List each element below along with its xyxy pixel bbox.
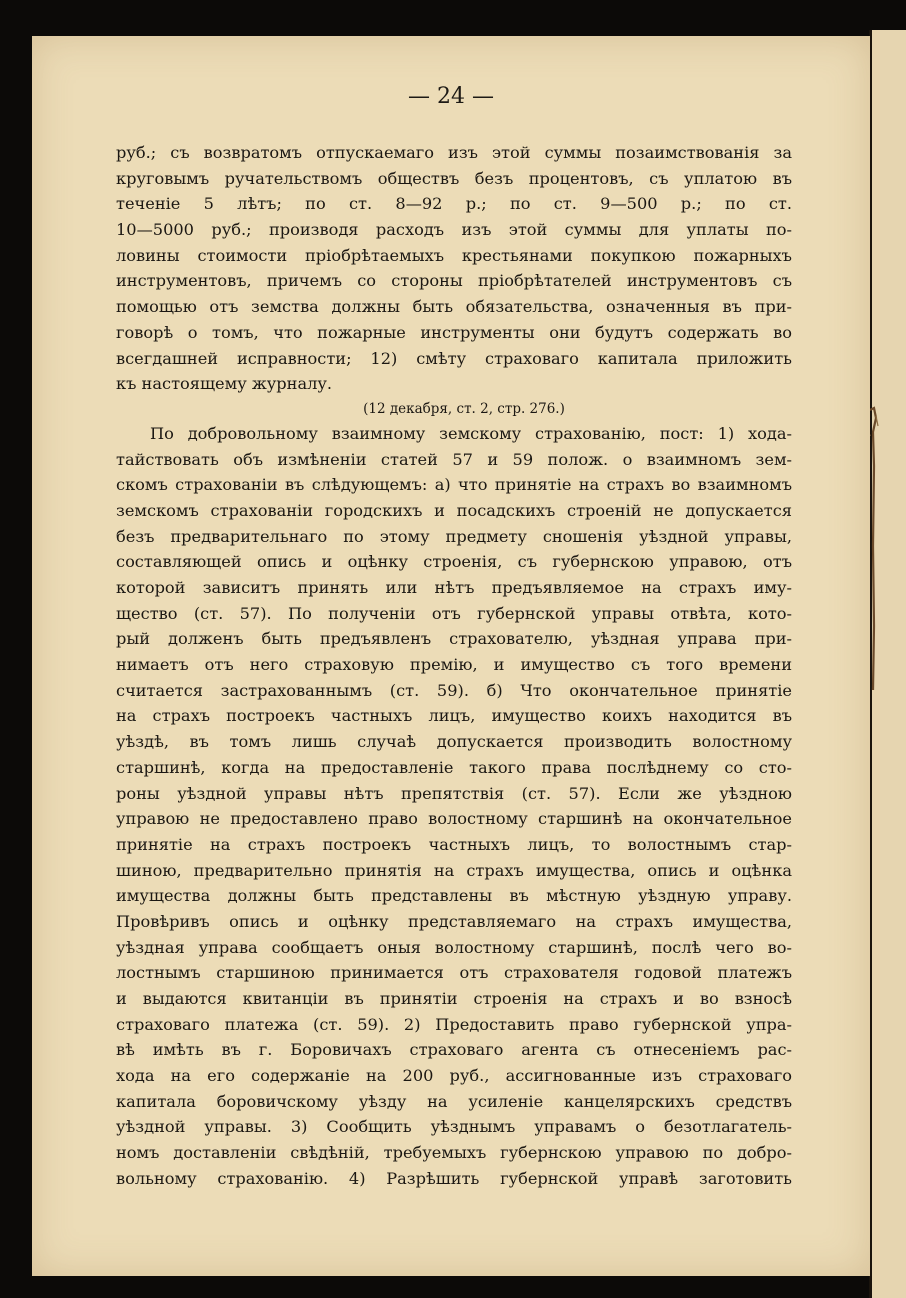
- paragraph-line: управою не предоставлено право волостному старшинѣ на окончательное: [116, 809, 792, 829]
- paragraph-line: скомъ страхованіи въ слѣдующемъ: а) что принятіе на страхъ во взаимномъ: [116, 475, 792, 495]
- paragraph-line: рый долженъ быть предъявленъ страхователю, уѣздная управа при-: [116, 629, 792, 649]
- text-line: всегдашней исправности; 12) смѣту страховаго капитала приложить: [116, 348, 792, 368]
- text-line: ловины стоимости пріобрѣтаемыхъ крестьянами покупкою пожарныхъ: [116, 245, 792, 265]
- paragraph-line: капитала боровичскому уѣзду на усиленіе канцелярскихъ средствъ: [116, 1091, 792, 1111]
- text-line: къ настоящему журналу.: [116, 374, 333, 394]
- paragraph-line: вольному страхованію. 4) Разрѣшить губернской управѣ заготовить: [116, 1168, 792, 1188]
- paragraph-line: нимаетъ отъ него страховую премію, и имущество съ того времени: [116, 655, 792, 675]
- paragraph-line: щество (ст. 57). По полученіи отъ губернской управы отвѣта, кото-: [116, 603, 792, 623]
- paragraph-line: страховаго платежа (ст. 59). 2) Предоставить право губернской упра-: [116, 1014, 792, 1034]
- paragraph-line: По добровольному взаимному земскому страхованію, пост: 1) хода-: [150, 423, 792, 443]
- text-line: говорѣ о томъ, что пожарные инструменты они будутъ содержать во: [116, 322, 792, 342]
- text-line: 10—5000 руб.; производя расходъ изъ этой суммы для уплаты по-: [116, 220, 792, 240]
- paragraph-line: составляющей опись и оцѣнку строенія, съ губернскою управою, отъ: [116, 552, 792, 572]
- document-page: [32, 36, 870, 1276]
- paragraph-line: вѣ имѣть въ г. Боровичахъ страховаго агента съ отнесеніемъ рас-: [116, 1040, 792, 1060]
- paragraph-line: которой зависитъ принять или нѣтъ предъявляемое на страхъ иму-: [116, 578, 792, 597]
- paragraph-line: имущества должны быть представлены въ мѣстную уѣздную управу.: [116, 886, 792, 906]
- page-number: — 24 —: [408, 84, 494, 109]
- text-line: инструментовъ, причемъ со стороны пріобрѣтателей инструментовъ съ: [116, 271, 792, 291]
- paragraph-line: роны уѣздной управы нѣтъ препятствія (ст. 57). Если же уѣздною: [116, 783, 792, 803]
- paragraph-line: принятіе на страхъ построекъ частныхъ лицъ, то волостнымъ стар-: [116, 834, 792, 854]
- paragraph-line: лостнымъ старшиною принимается отъ страхователя годовой платежъ: [116, 963, 792, 983]
- paragraph-line: уѣздной управы. 3) Сообщить уѣзднымъ управамъ о безотлагатель-: [116, 1117, 792, 1137]
- paragraph-line: шиною, предварительно принятія на страхъ имущества, опись и оцѣнка: [116, 860, 792, 880]
- paragraph-line: тайствовать объ измѣненіи статей 57 и 59 полож. о взаимномъ зем-: [116, 449, 792, 469]
- paragraph-line: земскомъ страхованіи городскихъ и посадскихъ строеній не допускается: [116, 500, 792, 520]
- paragraph-line: старшинѣ, когда на предоставленіе такого права послѣднему со сто-: [116, 757, 792, 777]
- paragraph-line: номъ доставленіи свѣдѣній, требуемыхъ губернскою управою по добро-: [116, 1143, 792, 1163]
- text-line: помощью отъ земства должны быть обязательства, означенныя въ при-: [116, 297, 792, 317]
- page-body: [116, 140, 792, 1192]
- paragraph-line: считается застрахованнымъ (ст. 59). б) Что окончательное принятіе: [116, 680, 792, 700]
- citation: (12 декабря, ст. 2, стр. 276.): [363, 400, 565, 417]
- paragraph-line: уѣздная управа сообщаетъ оныя волостному старшинѣ, послѣ чего во-: [116, 937, 792, 957]
- paragraph-line: хода на его содержаніе на 200 руб., ассигнованные изъ страховаго: [116, 1066, 792, 1086]
- paragraph-line: Провѣривъ опись и оцѣнку представляемаго на страхъ имущества,: [116, 911, 792, 931]
- paragraph-line: и выдаются квитанціи въ принятіи строенія на страхъ и во взносѣ: [116, 989, 792, 1008]
- text-line: круговымъ ручательствомъ обществъ безъ процентовъ, съ уплатою въ: [116, 168, 792, 188]
- text-line: теченіе 5 лѣтъ; по ст. 8—92 р.; по ст. 9—500 р.; по ст.: [116, 194, 792, 214]
- paragraph-line: безъ предварительнаго по этому предмету сношенія уѣздной управы,: [116, 526, 792, 546]
- text-line: руб.; съ возвратомъ отпускаемаго изъ этой суммы позаимствованія за: [116, 143, 792, 162]
- paragraph-line: уѣздѣ, въ томъ лишь случаѣ допускается производить волостному: [116, 732, 792, 752]
- paragraph-line: на страхъ построекъ частныхъ лицъ, имущество коихъ находится въ: [116, 706, 792, 726]
